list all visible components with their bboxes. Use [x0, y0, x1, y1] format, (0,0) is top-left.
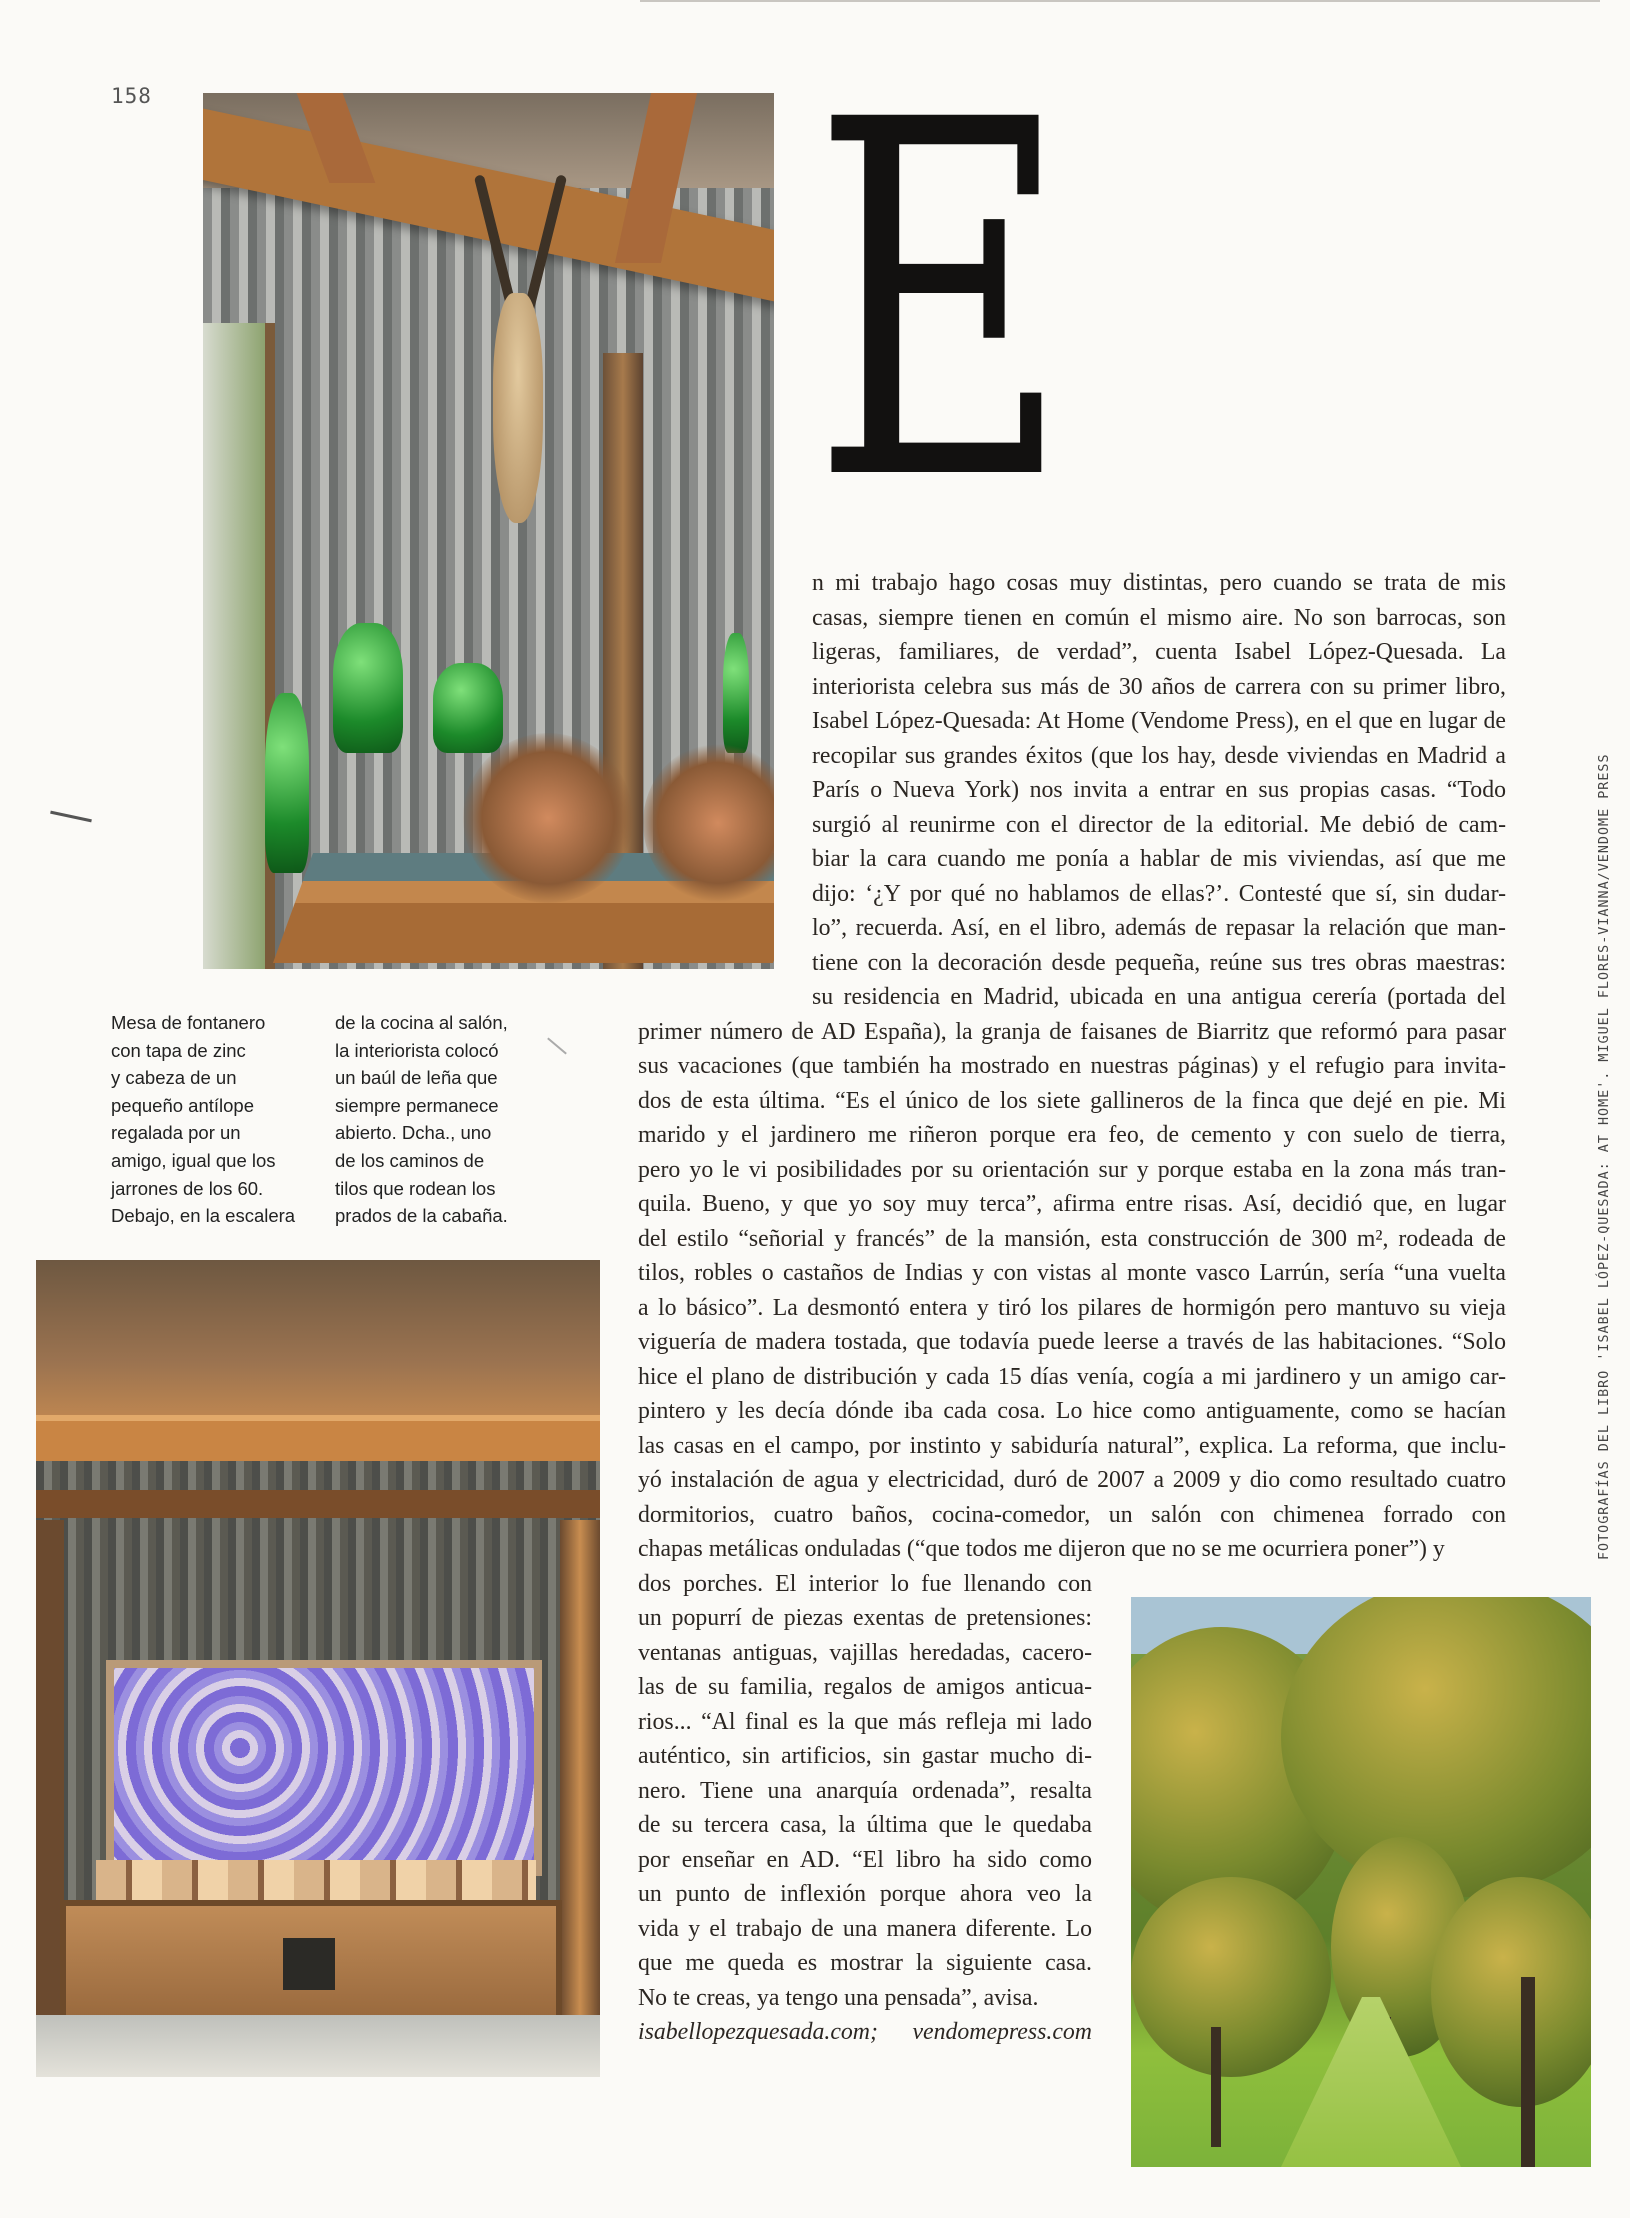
article-line: sus vacaciones (que también ha mostrado en nuestras páginas) y el refugio para invita-: [638, 1053, 1506, 1079]
article-line: primer número de AD España), la granja de faisanes de Biarritz que reformó para pasar: [638, 1018, 1506, 1045]
article-line: París o Nueva York) nos invita a entrar en sus propias casas. “Todo: [812, 777, 1506, 803]
article-line: ligeras, familiares, de verdad”, cuenta Isabel López-Quesada. La: [812, 639, 1506, 665]
article-line: nero. Tiene una anarquía ordenada”, resalta: [638, 1777, 1092, 1804]
page-number: 158: [111, 84, 152, 108]
caption-line: de los caminos de: [335, 1149, 485, 1171]
top-rule: [640, 0, 1600, 2]
article-line: su residencia en Madrid, ubicada en una antigua cerería (portada del: [812, 984, 1506, 1010]
photo-credit: FOTOGRAFÍAS DEL LIBRO 'ISABEL LÓPEZ-QUESADA: AT HOME'. MIGUEL FLORES-VIANNA/VENDOME PRESS: [1597, 753, 1612, 1560]
caption-line: amigo, igual que los: [111, 1149, 276, 1171]
caption-line: siempre permanece: [335, 1094, 499, 1116]
antelope-photo: [203, 93, 774, 969]
article-line: tiene con la decoración desde pequeña, reúne sus tres obras maestras:: [812, 949, 1506, 976]
margin-mark: [50, 811, 92, 823]
article-line: de su tercera casa, la última que le quedaba: [638, 1812, 1092, 1838]
article-line: yó instalación de agua y electricidad, duró de 2007 a 2009 y dio como resultado cuatro: [638, 1467, 1506, 1493]
drop-cap: E: [812, 17, 1070, 588]
article-line: del estilo “señorial y francés” de la mansión, esta construcción de 300 m², rodeada de: [638, 1225, 1506, 1252]
article-line: chapas metálicas onduladas (“que todos me dijeron que no se me ocurriera poner”) y: [638, 1536, 1445, 1562]
article-line: tilos, robles o castaños de Indias y con vistas al monte vasco Larrún, sería “una vuelta: [638, 1260, 1506, 1286]
article-line: dormitorios, cuatro baños, cocina-comedor, un salón con chimenea forrado con: [638, 1501, 1506, 1528]
article-line: por enseñar en AD. “El libro ha sido como: [638, 1846, 1092, 1873]
firewood-chest-photo: [36, 1260, 600, 2077]
article-line: hice el plano de distribución y cada 15 días venía, cogía a mi jardinero y un amigo car-: [638, 1363, 1506, 1390]
article-line: las de su familia, regalos de amigos anticua-: [638, 1674, 1092, 1700]
caption-line: con tapa de zinc: [111, 1039, 246, 1061]
photo-caption-right: [335, 1009, 545, 1230]
article-line: interiorista celebra sus más de 30 años de carrera con su primer libro,: [812, 673, 1506, 700]
article-line: Isabel López-Quesada: At Home (Vendome Press), en el que en lugar de: [812, 708, 1506, 734]
caption-line: Mesa de fontanero: [111, 1012, 266, 1033]
article-line: marido y el jardinero me riñeron porque era feo, de cemento y con suelo de tierra,: [638, 1122, 1506, 1148]
caption-line: jarrones de los 60.: [111, 1177, 264, 1199]
article-line: recopilar sus grandes éxitos (que los hay, desde viviendas en Madrid a: [812, 742, 1506, 769]
article-line: lo”, recuerda. Así, en el libro, además de repasar la relación que man-: [812, 915, 1506, 941]
article-line: pero yo le vi posibilidades por su orientación sur y porque estaba en la zona más tran-: [638, 1156, 1506, 1183]
article-line: dijo: ‘¿Y por qué no hablamos de ellas?’. Contesté que sí, sin dudar-: [812, 880, 1506, 907]
margin-mark: [547, 1038, 567, 1055]
caption-line: de la cocina al salón,: [335, 1012, 508, 1033]
article-line: No te creas, ya tengo una pensada”, avisa.: [638, 1984, 1039, 2011]
article-line: un punto de inflexión porque ahora veo la: [638, 1881, 1092, 1907]
article-line: viguería de madera tostada, que todavía puede leerse a través de las habitaciones. “Solo: [638, 1329, 1506, 1355]
article-line: a lo básico”. La desmontó entera y tiró los pilares de hormigón pero mantuvo su vieja: [638, 1294, 1506, 1321]
caption-line: regalada por un: [111, 1122, 241, 1144]
caption-line: y cabeza de un: [111, 1067, 237, 1089]
article-line: dos porches. El interior lo fue llenando con: [638, 1570, 1092, 1597]
caption-line: abierto. Dcha., uno: [335, 1122, 492, 1144]
article-line: casas, siempre tienen en común el mismo aire. No son barrocas, son: [812, 604, 1506, 631]
photo-caption-left: [111, 1009, 301, 1230]
article-line: rios... “Al final es la que más refleja mi lado: [638, 1708, 1092, 1735]
article-line: quila. Bueno, y que yo soy muy terca”, afirma entre risas. Así, decidió que, en lugar: [638, 1191, 1506, 1217]
article-line: surgió al reunirme con el director de la editorial. Me debió de cam-: [812, 811, 1506, 838]
caption-line: prados de la cabaña.: [335, 1205, 508, 1227]
caption-line: pequeño antílope: [111, 1094, 254, 1116]
article-line: dos de esta última. “Es el único de los siete gallineros de la finca que dejé en pie. Mi: [638, 1087, 1506, 1114]
caption-line: la interiorista colocó: [335, 1039, 499, 1061]
article-line: biar la cara cuando me ponía a hablar de mis viviendas, así que me: [812, 846, 1506, 872]
article-line: auténtico, sin artificios, sin gastar mucho di-: [638, 1743, 1092, 1769]
article-line: pintero y les decía dónde iba cada cosa. Lo hice como antiguamente, como se hacían: [638, 1398, 1506, 1424]
caption-line: un baúl de leña que: [335, 1067, 498, 1089]
article-line: que me queda es mostrar la siguiente casa.: [638, 1950, 1092, 1976]
caption-line: Debajo, en la escalera: [111, 1205, 296, 1227]
article-line: isabellopezquesada.com; vendomepress.com: [638, 2015, 1092, 2049]
article-line: un popurrí de piezas exentas de pretensiones:: [638, 1605, 1092, 1631]
tree-path-photo: [1131, 1597, 1591, 2167]
article-line: ventanas antiguas, vajillas heredadas, cacero-: [638, 1639, 1092, 1666]
article-line: n mi trabajo hago cosas muy distintas, pero cuando se trata de mis: [812, 570, 1506, 596]
article-line: las casas en el campo, por instinto y sabiduría natural”, explica. La reforma, que inclu-: [638, 1432, 1506, 1459]
article-line: vida y el trabajo de una manera diferente. Lo: [638, 1915, 1092, 1942]
caption-line: tilos que rodean los: [335, 1177, 496, 1199]
